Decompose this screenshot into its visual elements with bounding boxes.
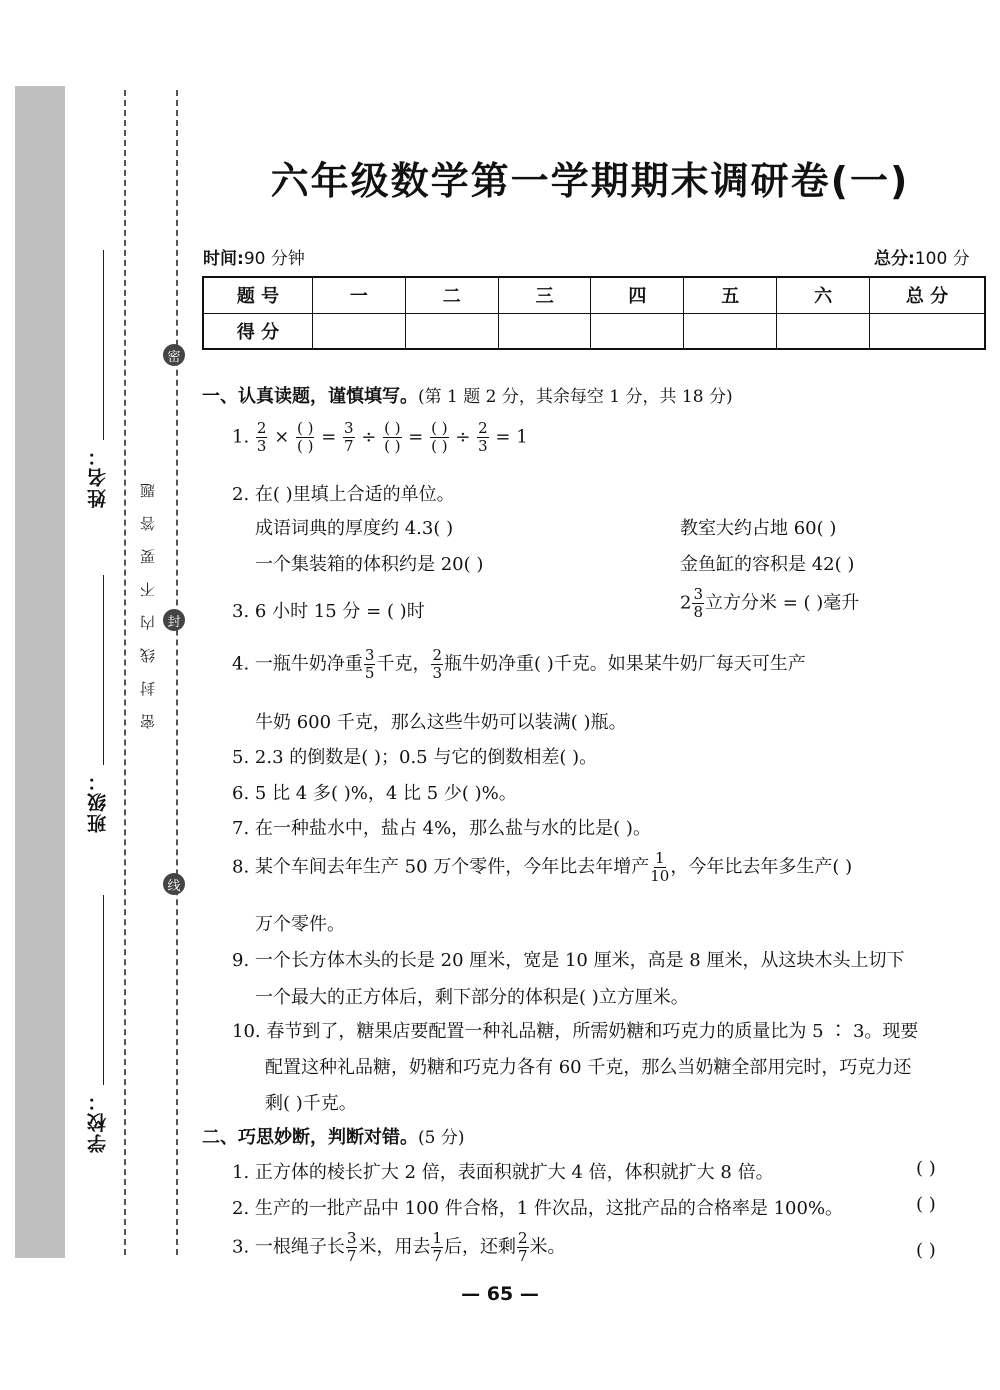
class-line [103, 575, 104, 765]
q3-text: 3. 一根绳子长 [232, 1236, 345, 1258]
answer-paren[interactable]: ( ) [916, 1240, 936, 1261]
score-header-cell: 四 [591, 277, 684, 313]
numerator-blank[interactable]: ( ) [297, 419, 314, 437]
name-label: 姓名： [87, 445, 109, 508]
denominator: 8 [693, 603, 703, 621]
score-cell[interactable] [313, 313, 406, 349]
numerator: 3 [693, 585, 703, 603]
fraction [364, 647, 376, 682]
fold-line-dashed [176, 90, 178, 1255]
page-title: 六年级数学第一学期期末调研卷(一) [270, 159, 910, 203]
class-label: 班级： [87, 770, 109, 833]
mixed-whole: 2 [680, 592, 692, 614]
score-header-cell: 二 [405, 277, 498, 313]
blank-fraction[interactable] [430, 420, 448, 455]
score-row [203, 313, 985, 349]
question-8-line2: 万个零件。 [255, 914, 345, 935]
numerator: 2 [256, 419, 267, 437]
fraction [346, 1230, 358, 1265]
score-cell[interactable] [498, 313, 591, 349]
question-2c: 一个集装箱的体积约是 20( ) [255, 554, 484, 575]
numerator: 1 [655, 849, 665, 867]
numerator: 3 [344, 419, 354, 437]
seal-mark-xian: 线 [163, 873, 185, 895]
question-9-line1: 9. 一个长方体木头的长是 20 厘米，宽是 10 厘米，高是 8 厘米，从这块木头上切下 [232, 950, 905, 971]
numerator: 2 [518, 1229, 528, 1247]
name-line [103, 250, 104, 440]
q4-text: 千克， [376, 653, 431, 675]
numerator: 3 [364, 646, 375, 664]
seal-mark-mi: 密 [163, 344, 185, 366]
score-cell[interactable] [591, 313, 684, 349]
question-10-line2: 配置这种礼品糖，奶糖和巧克力各有 60 千克，那么当奶糖全部用完时，巧克力还 [265, 1057, 912, 1078]
fraction [650, 850, 669, 885]
question-6: 6. 5 比 4 多( )%，4 比 5 少( )%。 [232, 783, 517, 804]
score-cell[interactable] [870, 313, 986, 349]
q4-text: 4. 一瓶牛奶净重 [232, 653, 363, 675]
fraction [692, 586, 704, 621]
section1-heading-line [202, 382, 733, 408]
question-3b [680, 586, 859, 621]
answer-paren[interactable]: ( ) [916, 1158, 936, 1179]
score-header-cell: 总 分 [870, 277, 986, 313]
question-2b: 教室大约占地 60( ) [680, 518, 837, 539]
section1-note: (第 1 题 2 分，其余每空 1 分，共 18 分) [418, 387, 733, 407]
total-value: 100 分 [914, 249, 970, 269]
numerator: 1 [432, 1229, 442, 1247]
denominator: 7 [344, 437, 354, 455]
school-line [103, 895, 104, 1085]
score-row-label: 得 分 [203, 313, 313, 349]
time-value: 90 分钟 [243, 249, 305, 269]
q4-text: 瓶牛奶净重( )千克。如果某牛奶厂每天可生产 [444, 653, 806, 675]
denominator: 7 [518, 1247, 528, 1265]
time-label: 时间: [203, 249, 244, 269]
score-header-row [203, 277, 985, 313]
denominator: 3 [432, 664, 442, 682]
q1-number: 1. [232, 426, 250, 448]
question-10-line1: 10. 春节到了，糖果店要配置一种礼品糖，所需奶糖和巧克力的质量比为 5 ∶ 3。现要 [232, 1021, 919, 1042]
numerator: 3 [346, 1229, 357, 1247]
denominator: 3 [478, 437, 488, 455]
question-2a: 成语词典的厚度约 4.3( ) [255, 518, 454, 539]
answer-paren[interactable]: ( ) [916, 1194, 936, 1215]
judge-question-3 [232, 1230, 566, 1265]
score-cell[interactable] [777, 313, 870, 349]
question-8 [232, 850, 852, 885]
time-info [203, 244, 305, 269]
score-header-cell: 题 号 [203, 277, 313, 313]
question-3a: 3. 6 小时 15 分 = ( )时 [232, 601, 425, 622]
denominator: 7 [432, 1247, 442, 1265]
question-9-line2: 一个最大的正方体后，剩下部分的体积是( )立方厘米。 [255, 987, 689, 1008]
section2-note: (5 分) [418, 1128, 465, 1148]
judge-question-1: 1. 正方体的棱长扩大 2 倍，表面积就扩大 4 倍，体积就扩大 8 倍。 [232, 1162, 774, 1183]
question-7: 7. 在一种盐水中，盐占 4%，那么盐与水的比是( )。 [232, 818, 651, 839]
fraction [256, 420, 268, 455]
section2-heading-line [202, 1123, 464, 1149]
question-5: 5. 2.3 的倒数是( )；0.5 与它的倒数相差( )。 [232, 747, 598, 768]
q3-text: 米。 [529, 1236, 566, 1258]
q3-text: 后，还剩 [444, 1236, 516, 1258]
question-2d: 金鱼缸的容积是 42( ) [680, 554, 855, 575]
section1-heading: 一、认真读题，谨慎填写。 [202, 386, 418, 407]
question-4-line2: 牛奶 600 千克，那么这些牛奶可以装满( )瓶。 [255, 712, 627, 733]
section2-heading: 二、巧思妙断，判断对错。 [202, 1127, 418, 1148]
judge-question-2: 2. 生产的一批产品中 100 件合格，1 件次品，这批产品的合格率是 100%。 [232, 1198, 844, 1219]
denominator: 10 [650, 867, 670, 885]
seal-warning: 密封线内不要答题 [139, 465, 157, 729]
denominator: 5 [364, 664, 375, 682]
score-table [202, 276, 986, 350]
binding-strip [15, 86, 65, 1258]
score-header-cell: 三 [498, 277, 591, 313]
denominator-blank[interactable]: ( ) [297, 437, 314, 455]
seal-mark-feng: 封 [163, 609, 185, 631]
blank-fraction[interactable] [296, 420, 314, 455]
q8-text: ，今年比去年多生产( ) [670, 856, 853, 878]
denominator: 3 [256, 437, 267, 455]
denominator-blank[interactable]: ( ) [431, 437, 448, 455]
blank-fraction[interactable] [383, 420, 401, 455]
fraction [343, 420, 355, 455]
score-header-cell: 一 [313, 277, 406, 313]
score-cell[interactable] [405, 313, 498, 349]
fraction [477, 420, 489, 455]
question-1: 1. $\frac{2}{3}$ × $\frac{( )}{( )}$ = $\frac{3}{7}$ ÷ $\frac{( )}{( )}$ = $\frac{( )}{( )}$ ÷ $\frac{2}{3}$ = 1 [232, 419, 528, 455]
total-info [874, 244, 970, 269]
numerator: 2 [478, 419, 488, 437]
question-10-line3: 剩( )千克。 [265, 1093, 357, 1114]
numerator-blank[interactable]: ( ) [431, 419, 448, 437]
numerator: 2 [432, 646, 442, 664]
total-label: 总分: [874, 249, 915, 269]
score-cell[interactable] [684, 313, 777, 349]
numerator-blank[interactable]: ( ) [384, 419, 401, 437]
question-4 [232, 647, 806, 682]
fraction [431, 1230, 443, 1265]
denominator-blank[interactable]: ( ) [384, 437, 401, 455]
school-label: 学校： [87, 1090, 109, 1153]
q3-text: 米，用去 [358, 1236, 431, 1258]
score-header-cell: 五 [684, 277, 777, 313]
page-number: — 65 — [461, 1283, 539, 1305]
q1-result: = 1 [495, 426, 528, 448]
fraction [431, 647, 443, 682]
denominator: 7 [346, 1247, 357, 1265]
question-3b-text: 立方分米 = ( )毫升 [705, 592, 860, 614]
q8-text: 8. 某个车间去年生产 50 万个零件，今年比去年增产 [232, 856, 650, 878]
score-header-cell: 六 [777, 277, 870, 313]
cut-line-dashed [124, 90, 126, 1255]
question-2: 2. 在( )里填上合适的单位。 [232, 484, 455, 505]
fraction [517, 1230, 529, 1265]
